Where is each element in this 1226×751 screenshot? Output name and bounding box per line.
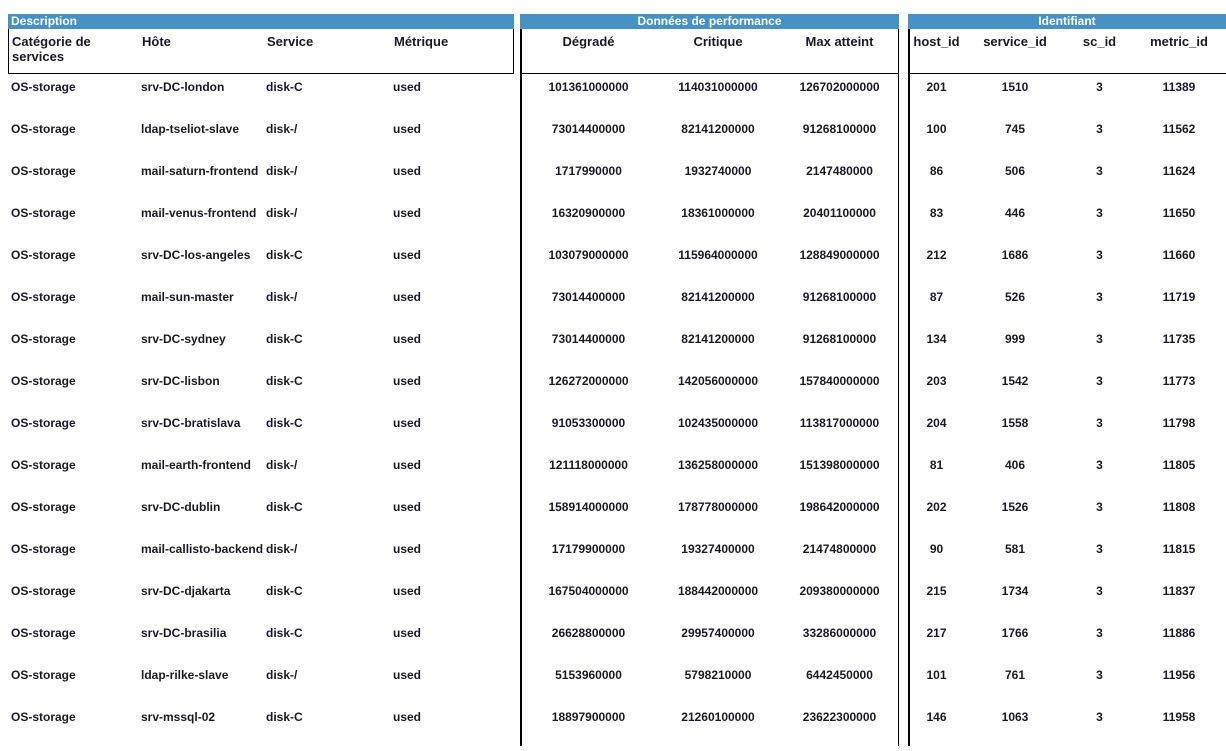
cell-service-id: 526 <box>1004 290 1026 304</box>
cell-host: srv-mssql-02 <box>141 710 216 724</box>
cell-degraded: 73014400000 <box>551 290 626 304</box>
cell-host-id: 204 <box>926 416 947 430</box>
cell-service-id: 506 <box>1004 164 1026 178</box>
cell-degraded: 18897900000 <box>551 710 626 724</box>
col-header-host-id: host_id <box>913 34 960 49</box>
cell-degraded: 126272000000 <box>548 374 629 388</box>
cell-degraded: 91053300000 <box>551 416 626 430</box>
cell-max-reached: 126702000000 <box>799 80 880 94</box>
cell-category: OS-storage <box>11 206 76 220</box>
cell-metric: used <box>393 500 422 514</box>
cell-max-reached: 209380000000 <box>799 584 880 598</box>
cell-max-reached: 113817000000 <box>799 416 880 430</box>
cell-degraded: 103079000000 <box>548 248 629 262</box>
cell-metric-id: 11808 <box>1162 500 1196 514</box>
cell-host: srv-DC-los-angeles <box>141 248 251 262</box>
cell-metric-id: 11805 <box>1162 458 1196 472</box>
cell-host-id: 201 <box>926 80 947 94</box>
cell-critical: 136258000000 <box>677 458 759 472</box>
col-header-critique: Critique <box>693 34 743 49</box>
cell-degraded: 158914000000 <box>548 500 629 514</box>
cell-metric-id: 11389 <box>1162 80 1196 94</box>
identifiant-body <box>908 74 1226 746</box>
cell-metric-id: 11798 <box>1162 416 1196 430</box>
cell-critical: 178778000000 <box>677 500 759 514</box>
performance-body <box>520 74 899 746</box>
cell-service-id: 999 <box>1004 332 1026 346</box>
cell-max-reached: 20401100000 <box>803 206 876 220</box>
cell-critical: 19327400000 <box>681 542 755 556</box>
cell-max-reached: 91268100000 <box>802 290 877 304</box>
cell-sc-id: 3 <box>1096 416 1103 430</box>
cell-category: OS-storage <box>11 710 76 724</box>
cell-host: mail-callisto-backend <box>141 542 264 556</box>
cell-degraded: 121118000000 <box>549 458 628 472</box>
cell-critical: 82141200000 <box>681 122 755 136</box>
cell-metric: used <box>393 248 422 262</box>
col-header-max-atteint: Max atteint <box>805 34 874 49</box>
cell-host-id: 217 <box>926 626 947 640</box>
cell-service-id: 1526 <box>1001 500 1029 514</box>
cell-sc-id: 3 <box>1096 458 1103 472</box>
cell-critical: 114031000000 <box>678 80 758 94</box>
cell-host: srv-DC-dublin <box>141 500 221 514</box>
cell-host-id: 86 <box>929 164 944 178</box>
cell-max-reached: 23622300000 <box>802 710 877 724</box>
cell-sc-id: 3 <box>1096 668 1103 682</box>
cell-degraded: 26628800000 <box>551 626 626 640</box>
cell-degraded: 167504000000 <box>548 584 629 598</box>
cell-service-id: 1734 <box>1001 584 1029 598</box>
cell-degraded: 73014400000 <box>551 332 626 346</box>
cell-degraded: 1717990000 <box>555 164 622 178</box>
cell-critical: 21260100000 <box>681 710 755 724</box>
cell-service: disk-/ <box>266 122 298 136</box>
cell-max-reached: 33286000000 <box>802 626 877 640</box>
section-description <box>8 14 514 746</box>
cell-sc-id: 3 <box>1096 248 1103 262</box>
identifiant-column-headers <box>908 29 1226 74</box>
cell-metric: used <box>393 374 422 388</box>
cell-critical: 18361000000 <box>681 206 755 220</box>
cell-service: disk-/ <box>266 164 298 178</box>
performance-column-headers <box>520 29 899 74</box>
cell-host-id: 83 <box>929 206 944 220</box>
cell-metric: used <box>393 206 422 220</box>
cell-host-id: 146 <box>926 710 947 724</box>
cell-degraded: 101361000000 <box>548 80 629 94</box>
cell-host: mail-saturn-frontend <box>141 164 259 178</box>
cell-host-id: 101 <box>926 668 947 682</box>
cell-host-id: 90 <box>929 542 944 556</box>
cell-metric: used <box>393 542 422 556</box>
cell-max-reached: 6442450000 <box>806 668 873 682</box>
cell-max-reached: 91268100000 <box>802 332 877 346</box>
cell-service: disk-C <box>266 374 303 388</box>
cell-sc-id: 3 <box>1096 542 1103 556</box>
cell-service-id: 1542 <box>1001 374 1029 388</box>
cell-service: disk-C <box>266 710 303 724</box>
cell-host: srv-DC-brasilia <box>141 626 227 640</box>
cell-metric-id: 11886 <box>1162 626 1196 640</box>
cell-critical: 102435000000 <box>677 416 759 430</box>
cell-service-id: 1766 <box>1001 626 1029 640</box>
cell-critical: 82141200000 <box>681 290 755 304</box>
cell-critical: 142056000000 <box>677 374 759 388</box>
cell-category: OS-storage <box>11 416 76 430</box>
cell-critical: 29957400000 <box>681 626 755 640</box>
cell-service: disk-/ <box>266 290 298 304</box>
cell-category: OS-storage <box>11 80 76 94</box>
cell-metric: used <box>393 80 422 94</box>
cell-degraded: 16320900000 <box>551 206 626 220</box>
cell-max-reached: 157840000000 <box>799 374 880 388</box>
cell-metric: used <box>393 122 422 136</box>
cell-category: OS-storage <box>11 584 76 598</box>
cell-sc-id: 3 <box>1096 626 1103 640</box>
cell-sc-id: 3 <box>1096 80 1103 94</box>
cell-metric: used <box>393 458 422 472</box>
cell-degraded: 5153960000 <box>555 668 622 682</box>
cell-degraded: 17179900000 <box>551 542 626 556</box>
section-performance-data <box>520 14 899 746</box>
cell-service: disk-/ <box>266 668 298 682</box>
cell-metric: used <box>393 416 422 430</box>
cell-category: OS-storage <box>11 542 76 556</box>
cell-category: OS-storage <box>11 122 76 136</box>
cell-service: disk-C <box>266 626 303 640</box>
cell-degraded: 73014400000 <box>551 122 626 136</box>
cell-metric: used <box>393 164 422 178</box>
cell-metric: used <box>393 626 422 640</box>
cell-sc-id: 3 <box>1096 164 1103 178</box>
cell-service-id: 1686 <box>1001 248 1029 262</box>
cell-metric-id: 11562 <box>1162 122 1196 136</box>
cell-category: OS-storage <box>11 668 76 682</box>
cell-service: disk-C <box>266 332 303 346</box>
cell-max-reached: 198642000000 <box>799 500 880 514</box>
cell-service-id: 1558 <box>1001 416 1029 430</box>
cell-host: srv-DC-london <box>141 80 225 94</box>
cell-sc-id: 3 <box>1096 290 1103 304</box>
col-header-service: Service <box>267 34 314 49</box>
cell-max-reached: 21474800000 <box>802 542 877 556</box>
cell-category: OS-storage <box>11 458 76 472</box>
cell-metric-id: 11719 <box>1162 290 1196 304</box>
description-body <box>8 74 514 746</box>
cell-max-reached: 91268100000 <box>802 122 877 136</box>
cell-max-reached: 128849000000 <box>799 248 880 262</box>
group-header-performance: Données de performance <box>520 14 899 29</box>
cell-service: disk-C <box>266 584 303 598</box>
description-column-headers <box>8 29 514 74</box>
group-header-identifiant: Identifiant <box>908 14 1226 29</box>
cell-metric-id: 11735 <box>1162 332 1196 346</box>
group-header-description: Description <box>8 14 514 29</box>
cell-category: OS-storage <box>11 626 76 640</box>
cell-metric-id: 11773 <box>1162 374 1196 388</box>
cell-host-id: 100 <box>926 122 947 136</box>
cell-sc-id: 3 <box>1096 500 1103 514</box>
cell-metric: used <box>393 584 422 598</box>
cell-metric-id: 11624 <box>1162 164 1196 178</box>
cell-category: OS-storage <box>11 332 76 346</box>
cell-host: srv-DC-djakarta <box>141 584 231 598</box>
cell-metric-id: 11650 <box>1162 206 1196 220</box>
col-header-metrique: Métrique <box>394 34 449 49</box>
cell-service: disk-/ <box>266 458 298 472</box>
cell-max-reached: 2147480000 <box>806 164 873 178</box>
cell-service-id: 761 <box>1004 668 1026 682</box>
cell-metric: used <box>393 668 422 682</box>
cell-host-id: 134 <box>926 332 947 346</box>
cell-service: disk-/ <box>266 206 298 220</box>
cell-sc-id: 3 <box>1096 206 1103 220</box>
cell-service: disk-C <box>266 80 303 94</box>
cell-sc-id: 3 <box>1096 332 1103 346</box>
cell-service-id: 581 <box>1004 542 1026 556</box>
cell-metric-id: 11837 <box>1162 584 1196 598</box>
cell-host-id: 212 <box>926 248 947 262</box>
cell-category: OS-storage <box>11 248 76 262</box>
cell-service-id: 446 <box>1004 206 1026 220</box>
col-header-degrade: Dégradé <box>562 34 615 49</box>
cell-critical: 5798210000 <box>684 668 752 682</box>
cell-host-id: 203 <box>926 374 947 388</box>
cell-category: OS-storage <box>11 164 76 178</box>
cell-critical: 188442000000 <box>677 584 759 598</box>
cell-service-id: 406 <box>1004 458 1026 472</box>
cell-host: ldap-tseliot-slave <box>141 122 240 136</box>
cell-metric-id: 11956 <box>1162 668 1196 682</box>
col-header-service-id: service_id <box>983 34 1047 49</box>
section-identifiant <box>908 14 1226 746</box>
cell-host: mail-sun-master <box>141 290 234 304</box>
col-header-metric-id: metric_id <box>1150 34 1208 49</box>
cell-metric-id: 11660 <box>1162 248 1196 262</box>
cell-host: ldap-rilke-slave <box>141 668 229 682</box>
cell-metric: used <box>393 710 422 724</box>
cell-sc-id: 3 <box>1096 584 1103 598</box>
cell-sc-id: 3 <box>1096 710 1103 724</box>
cell-host: mail-venus-frontend <box>141 206 257 220</box>
col-header-categorie-de-services: Catégorie de services <box>12 34 91 64</box>
cell-metric-id: 11958 <box>1162 710 1196 724</box>
cell-sc-id: 3 <box>1096 122 1103 136</box>
cell-host: srv-DC-sydney <box>141 332 226 346</box>
cell-host-id: 215 <box>926 584 947 598</box>
cell-host-id: 202 <box>926 500 947 514</box>
cell-category: OS-storage <box>11 374 76 388</box>
cell-metric: used <box>393 332 422 346</box>
cell-service-id: 745 <box>1004 122 1026 136</box>
cell-host: mail-earth-frontend <box>141 458 252 472</box>
cell-host-id: 81 <box>929 458 944 472</box>
cell-sc-id: 3 <box>1096 374 1103 388</box>
cell-host: srv-DC-lisbon <box>141 374 220 388</box>
cell-max-reached: 151398000000 <box>799 458 880 472</box>
cell-metric: used <box>393 290 422 304</box>
cell-metric-id: 11815 <box>1162 542 1196 556</box>
col-header-sc-id: sc_id <box>1082 34 1117 49</box>
cell-critical: 1932740000 <box>684 164 752 178</box>
cell-service: disk-C <box>266 416 303 430</box>
cell-service: disk-C <box>266 500 303 514</box>
cell-category: OS-storage <box>11 290 76 304</box>
cell-host-id: 87 <box>929 290 944 304</box>
cell-service-id: 1510 <box>1001 80 1029 94</box>
cell-category: OS-storage <box>11 500 76 514</box>
cell-service: disk-/ <box>266 542 298 556</box>
cell-service-id: 1063 <box>1001 710 1029 724</box>
cell-service: disk-C <box>266 248 303 262</box>
cell-critical: 115964000000 <box>678 248 758 262</box>
cell-host: srv-DC-bratislava <box>141 416 241 430</box>
cell-critical: 82141200000 <box>681 332 755 346</box>
col-header-hote: Hôte <box>142 34 171 49</box>
